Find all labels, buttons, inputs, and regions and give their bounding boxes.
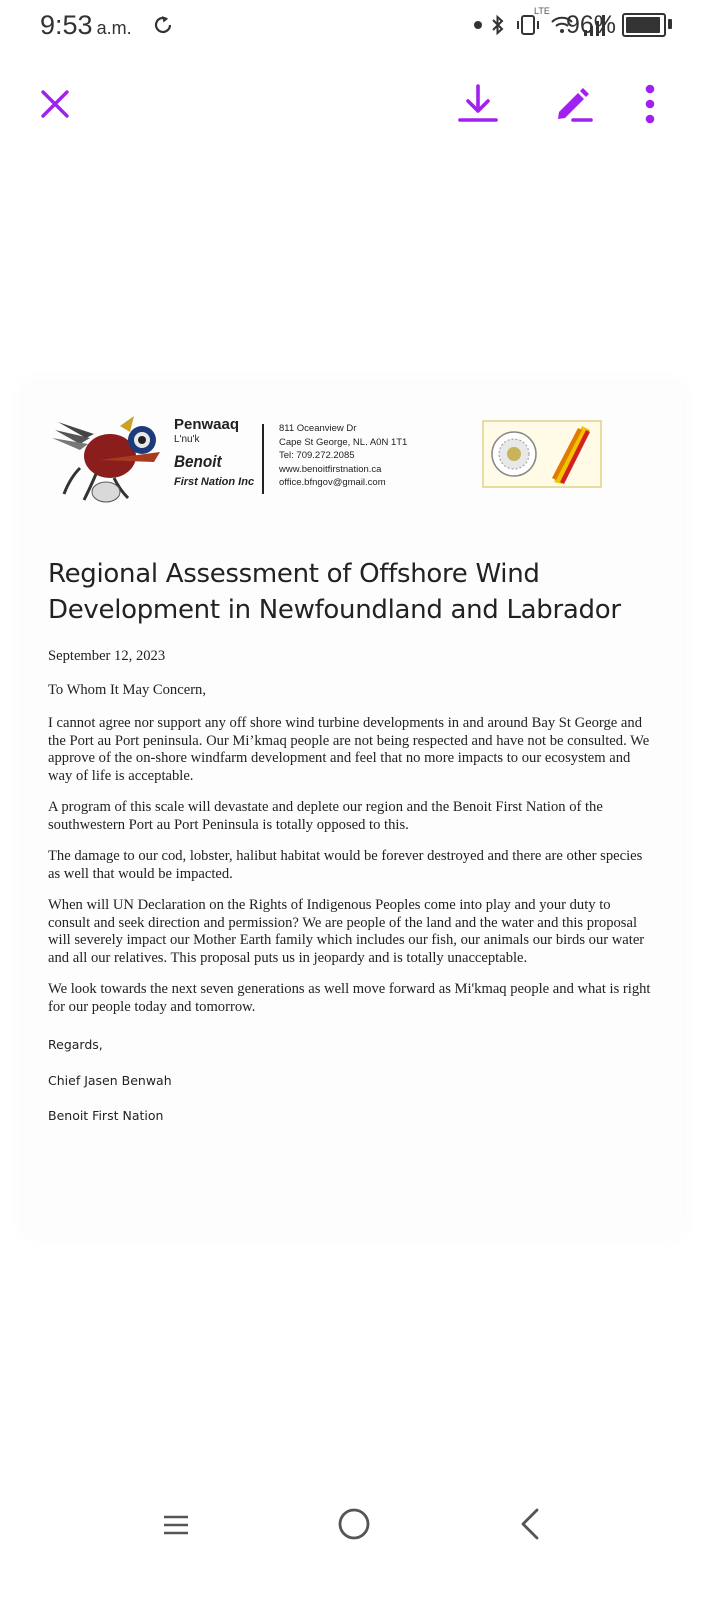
app-bar: [0, 66, 720, 146]
document-title: Regional Assessment of Offshore Wind Development in Newfoundland and Labrador: [48, 559, 621, 625]
org-name-first-nation: First Nation Inc: [174, 476, 255, 488]
close-button[interactable]: [30, 74, 80, 134]
letter-body: [48, 648, 654, 1143]
contact-block: [279, 422, 407, 490]
letterhead: [24, 384, 682, 504]
org-name-penwaaq: Penwaaq: [174, 416, 240, 433]
recents-icon[interactable]: [160, 1508, 192, 1540]
org-name-benoit: Benoit: [174, 452, 222, 471]
letter-paragraph: The damage to our cod, lobster, halibut habitat would be forever destroyed and there are other species as well that would be impacted.: [48, 848, 643, 882]
edit-icon: [551, 82, 593, 126]
home-icon[interactable]: [336, 1506, 372, 1542]
status-bar: [0, 0, 720, 52]
letter-date: September 12, 2023: [48, 648, 166, 664]
letter-paragraph: We look towards the next seven generations as well move forward as Mi'kmaq people and what is right for our people today and tomorrow.: [48, 981, 651, 1015]
status-time-value: 9:53: [40, 10, 93, 40]
letterhead-divider: [262, 424, 264, 494]
bluetooth-icon: [490, 13, 506, 37]
signer-org: Benoit First Nation: [48, 1108, 164, 1123]
battery-level: [626, 17, 660, 33]
letter-paragraph: I cannot agree nor support any off shore wind turbine developments in and around Bay St George and the Port au Port peninsula. Our Mi’kmaq people are not being respected and have not be consulted. We approve of the on-shore windfarm development and feel that no more impacts to our ecosystem and way of life is acceptable.: [48, 715, 650, 784]
org-name-lnuk: L'nu'k: [174, 434, 200, 445]
letter-paragraph: When will UN Declaration on the Rights of Indigenous Peoples come into play and your duty to consult and seek direction and permission? We are people of the land and the water and this proposal will severely impact our Mother Earth family which includes our fish, our animals our birds our water and all our relatives. This proposal puts us in jeopardy and is totally unacceptable.: [48, 897, 645, 966]
signer-name: Chief Jasen Benwah: [48, 1072, 172, 1088]
auto-rotate-icon: [150, 12, 176, 38]
org-name-block: [174, 416, 274, 492]
download-button[interactable]: [452, 74, 504, 134]
battery-icon: [622, 13, 666, 37]
status-time-ampm: a.m.: [96, 18, 132, 38]
more-vert-icon: [644, 82, 656, 126]
telephone: Tel: 709.272.2085: [279, 450, 355, 461]
benoit-seal-logo: [482, 420, 602, 488]
penwaaq-logo: [50, 408, 170, 508]
address-line-1: 811 Oceanview Dr: [279, 423, 357, 434]
website: www.benoitfirstnation.ca: [279, 463, 382, 475]
battery-tip: [668, 19, 672, 29]
notification-dot-icon: [474, 21, 482, 29]
address-line-2: Cape St George, NL. A0N 1T1: [279, 436, 408, 448]
status-time: [40, 10, 132, 41]
network-type-label: LTE: [534, 6, 550, 16]
system-nav-bar: [0, 1480, 720, 1580]
close-icon: [40, 89, 70, 119]
back-icon[interactable]: [515, 1506, 545, 1542]
signature-block: [48, 1036, 654, 1125]
battery-percent: 96%: [566, 11, 617, 39]
vibrate-icon: [514, 13, 542, 37]
email: office.bfngov@gmail.com: [279, 477, 386, 488]
letter-closing: Regards,: [48, 1037, 103, 1052]
letter-salutation: To Whom It May Concern,: [48, 681, 206, 698]
download-icon: [458, 82, 498, 126]
edit-button[interactable]: [544, 74, 600, 134]
letter-paragraph: A program of this scale will devastate and deplete our region and the Benoit First Nation of the southwestern Port au Port Peninsula is totally opposed to this.: [48, 799, 603, 833]
document-page: [24, 384, 682, 1234]
more-options-button[interactable]: [628, 74, 672, 134]
